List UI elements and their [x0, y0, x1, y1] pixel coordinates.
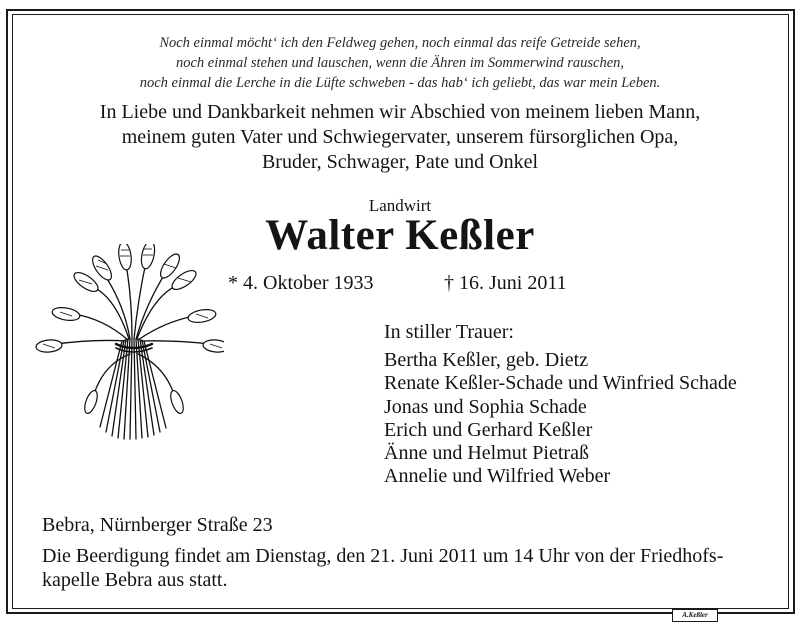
mourners-heading: In stiller Trauer:	[384, 321, 514, 343]
mourners-list	[384, 349, 737, 489]
mourner-name: Jonas und Sophia Schade	[384, 395, 587, 418]
birth-date: * 4. Oktober 1933	[228, 272, 374, 294]
intro-line: Bruder, Schwager, Pate und Onkel	[261, 151, 539, 173]
intro-line: meinem guten Vater und Schwiegervater, unserem fürsorglichen Opa,	[121, 126, 679, 148]
death-date: † 16. Juni 2011	[444, 272, 567, 294]
deceased-name: Walter Keßler	[265, 212, 535, 259]
wheat-sheaf-icon	[34, 244, 224, 449]
mourner-name: Renate Keßler-Schade und Winfried Schade	[384, 372, 737, 395]
address: Bebra, Nürnberger Straße 23	[42, 514, 273, 536]
occupation: Landwirt	[368, 196, 432, 215]
credit-label: A.Keßler	[672, 609, 718, 622]
poem-line: noch einmal die Lerche in die Lüfte schweben - das hab‘ ich geliebt, das war mein Leben.	[139, 75, 661, 91]
poem-line: noch einmal stehen und lauschen, wenn die Ähren im Sommerwind rauschen,	[175, 55, 625, 71]
funeral-notice	[42, 544, 742, 592]
funeral-line: Die Beerdigung findet am Dienstag, den 21. Juni 2011 um 14 Uhr von der Friedhofs-	[42, 545, 724, 567]
funeral-line: kapelle Bebra aus statt.	[42, 569, 228, 591]
mourner-name: Annelie und Wilfried Weber	[384, 465, 611, 488]
intro-line: In Liebe und Dankbarkeit nehmen wir Abschied von meinem lieben Mann,	[99, 101, 701, 123]
mourner-name: Erich und Gerhard Keßler	[384, 418, 593, 441]
mourner-name: Änne und Helmut Pietraß	[384, 442, 589, 465]
intro-text	[0, 100, 800, 175]
poem-line: Noch einmal möcht‘ ich den Feldweg gehen, noch einmal das reife Getreide sehen,	[159, 35, 641, 51]
mourner-name: Bertha Keßler, geb. Dietz	[384, 349, 589, 371]
poem	[0, 33, 800, 93]
